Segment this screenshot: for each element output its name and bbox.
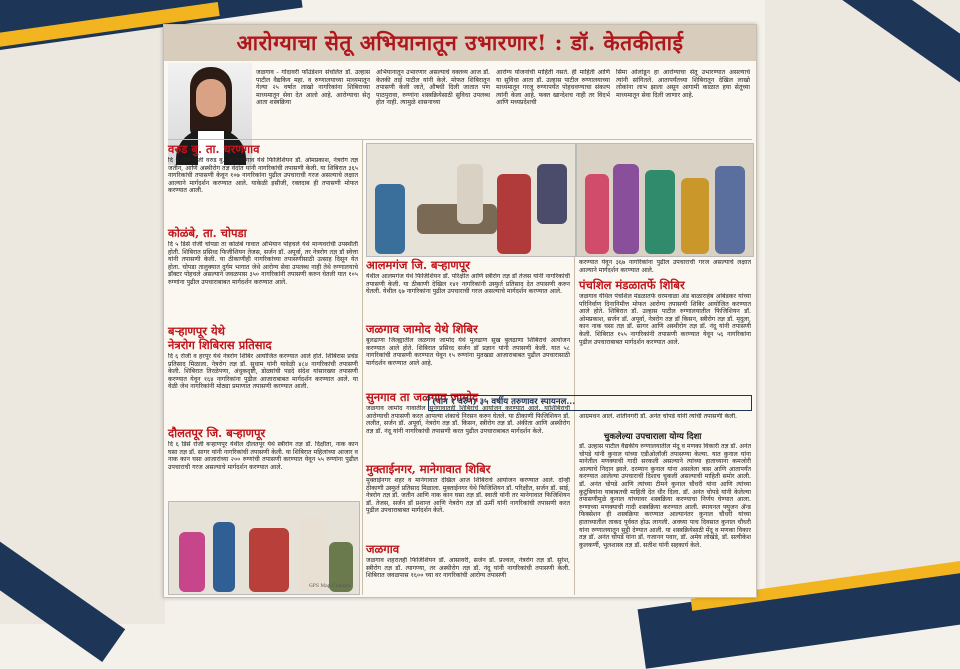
section-title-daulatpur: दौलतपूर जि. बऱ्हाणपूर — [168, 426, 266, 440]
section-title-varud: वरुड बु. ता. धरणगाव — [168, 142, 260, 156]
background-left — [0, 0, 165, 624]
continuation-subtitle: चुकलेल्या उपचाराला योग्य दिशा — [604, 432, 702, 442]
intro-column-2: अभियानातून उभारणार असल्याचे वक्तव्य आज डॉ. केतकी ताई पाटील यांनी केले. मोफत शिबिरातून तपासणी केली जाते, औषधी दिली जातात पण पाठपुरावा, रुग्णांना शस्त्रक्रियेसाठी सुविधा उपलब्ध होत नाही. त्यामुळे शासनाच्या — [376, 69, 490, 107]
camp-photo-3 — [168, 501, 360, 595]
section-title-bahanpur: बऱ्हाणपूर येथे — [168, 324, 226, 338]
section-body-muktainagar: मुक्ताईनगर शहर व मानेगावात देखिल आज शिबिराचे आयोजन करण्यात आले. दोन्ही ठीकाणी उस्फुर्त प्रतिसाद मिळाला. मुक्ताईनगर येथे फिजिशियन डॉ. परिक्षीत, सर्जन डॉ. साई, नेत्ररोग तज्ञ डॉ. जतीन आणि नाक कान घसा तज्ञ डॉ. स्वाती यांनी तर मानेगावात फिजिशियन डॉ. तेजस, सर्जन डॉ प्रशान्त आणि नेत्ररोग तज्ञ डॉ ऊर्मी यांनी नागरिकांची तपासणी करत पुढील उपचाराबाबत मार्गदर्शन केले. — [366, 477, 570, 515]
section-body-daulatpur: दि ६ डिसें रोजी बऱ्हाणपूर येथील दौलतपूर येथे स्त्रीरोग तज्ञ डॉ. दिक्षीता, नाक कान घसा तज्ञ डॉ. सागर यांनी नागरिकांची तपासणी केली. या शिबिरात महिलांच्या आजार व नाक कान घसा आजारांच्या २०० रुग्णांची तपासणी करण्यात येवून ५५ रुग्णांना पुढील उपचाराची गरज असल्याचे मार्गदर्शन करण्यात आले. — [168, 441, 358, 471]
section-title-sunagaon: सुनगाव ता जळगाव जामोद — [366, 390, 479, 404]
divider — [574, 257, 575, 595]
intro-column-3: आरोग्य योजनांची माहिती नसते. ही माहिती आणि या सुविधा आता डॉ. उल्हास पाटील रुग्णालयाच्या माध्यमातून गरजू रुग्णापर्यंत पोहचवण्याचा संकल्प त्यांनी केला आहे. फक्त खान्देशच नाही तर विदर्भ आणि मध्यप्रदेशची — [496, 69, 610, 107]
camera-tag: GPS Map Camera — [309, 584, 351, 589]
continuation-body: डॉ. उल्हास पाटील वैद्यकीय रुग्णालयातील मेंदू व मणका विकारी तज्ञ डॉ. अनंत चोपडे यांनी कुनाल यांच्या एडीओलॉजी तपासण्या केल्या. यात कुनाल यांना मानेतील मणक्याची गादी सरकली असल्याने त्यांच्या हाताच्याना कमजोरी आल्याचे निदान झाले. दरम्यान कुनाल यांना असलेला त्रास आणि आतापर्यंत करण्यात आलेल्या उपचाराची दिशाच चुकली असल्याची माहिती समोर आली. डॉ. अनंत चोपडे आणि त्यांच्या टीमने कुनाल चौधरी यांना आणि त्यांच्या कुटुंबियांना याबाबतची माहिती देत धीर दिला. डॉ. अनंत चोपडे यांनी केलेल्या तपासणीमुळे कुनाल यांच्यावर शस्त्रक्रिया करण्याचा निर्णय घेण्यात आला. रुग्णाच्या मणक्याची गादी शस्त्रक्रिया करण्यात आली. स्पायनल फ्युजन ॲन्ड फिक्सेशन ही शस्त्रक्रिया करण्यात आल्यानंतर कुनाल चौधरी यांच्या हाताच्यातील ताकद पुर्ववत होऊ लागली. अवघ्या पाच दिवसात कुनाल चौधरी यांना रुग्णालयातून सुट्टी देण्यात आली. या शस्त्रक्रियेसाठी मेंदू व मणका विकार तज्ञ डॉ. अनंत चोपडे यांना डॉ. गजानन पवार, डॉ. अमेय लोखंडे, डॉ. सत्यीकेश कुलकर्णी, भुलशास्त्र तज्ञ डॉ. सतीश यांनी सहकार्य केले. — [579, 443, 751, 549]
section-body-panchshil: जळगाव येथिल पंचशिल मंडळातर्फे धरमवाळा अंड बाळाराहेब आंबेडकर यांच्या परिनिर्वाण दिनानिमीत्त मोफत आरोग्य तपासणी शिबिर आयोजित करण्यात आले होते. शिबिरात डॉ. उल्हास पाटील रुग्णालयातील फिजिशियन डॉ. ओमप्रकाश, सर्जन डॉ. अपूर्वा, नेत्ररोग तज्ञ डॉ किसन, स्त्रीरोग तज्ञ डॉ. मृदुला, कान नाक घसा तज्ञ डॉ. सागर आणि अस्थीरोग तज्ञ डॉ. नंदू यांनी तपासणी केली. शिबिरात १५५ नागरिकांनी तपासणी करण्यात येवून ५६ नागरिकांना पुढील उपचाराबाबत मार्गदर्शन करण्यात आले. — [579, 293, 751, 346]
intro-column-4: सिमा ओलांडून हा आरोग्याचा सेतू उभारण्यात असल्याचे त्यांनी सांगितले. आतापर्यंतच्या शिबिरातून देखिल लाखो लोकांना लाभ झाला असून आगामी काळात हया सेतूच्या माध्यमातून सेवा दिली जाणार आहे. — [616, 69, 750, 99]
headline: आरोग्याचा सेतू अभियानातून उभारणार! : डॉ. केतकीताई — [164, 25, 756, 61]
section-title-kolambe: कोळंबे, ता. चोपडा — [168, 226, 247, 240]
newspaper-clipping — [163, 24, 757, 598]
section-title-jalgaon-jamod: जळगाव जामोद येथे शिबिर — [366, 322, 478, 336]
continuation-badge: (पान १ वरुन) ३५ वर्षीय तरुणावर स्पायनल... — [432, 397, 576, 407]
section-body-kolambe: दि ५ डिसें रोजी चोपडा ता कोळंबे गावात अभियान पोहचले येथे मान्यवरांची उपस्थीती होती. शिबिरात प्रसिध्द फिजीशियन तेजस, सर्जन डॉ. अपूर्वा, तर नेत्ररोग तज्ञ डॉ स्वेत्ता यांनी तपासणी केली. या ठीकाणीही नागरिकांच्या तपासणीसाठी उत्साह दिसून येत होता. चोपडा तालुक्यात दुर्गम भागात जेथे आरोग्य सेवा उपलब्ध नाही तेथे रुग्णालयाचे डॉक्टर पोहचले असल्याने जवळपास ३५० नागरिकांनी तपासणी करुन घेतली यात १०५ रुग्णांना पुढील उपचाराबाबत मार्गदर्शन करण्यात आले. — [168, 241, 358, 286]
section-body-jalgaon-jamod: बुलढाणा जिल्ह्यातील जळगाव जामोद येथे मुलढाण सुख बुलढाणा शिबिराचे आयोजन करण्यात आले होते. शिबिरात प्रसिध्द सर्जन डॉ प्रज्ञान यांनी तपासणी केली. यात ५८ नागरिकांची तपासणी करण्यात येवून १५ रुग्णांना मुतखडा आजाराबाबत पुढील उपचारासाठी मार्गदर्शन करण्यात आले आहे. — [366, 337, 570, 367]
continuation-lead: आग्रमधन आले. शांतीनगरी डॉ. अनंत चोपडे यांनी त्यांची तपासणी केली. — [579, 413, 738, 420]
camp-photo-1 — [366, 143, 576, 257]
section-subtitle-bahanpur: नेत्ररोग शिबिरास प्रतिसाद — [168, 338, 272, 352]
jalgaon-continuation: करण्यात येवून ३६७ नागरिकांना पुढील उपचाराची गरज असल्याचे लक्षात आल्याने मार्गदर्शन करण्यात आले. — [579, 259, 751, 274]
section-body-jalgaon: जळगाव शहरातही फिजिशियन डॉ. आसावरी, सर्जन डॉ. प्रज्वल, नेत्ररोग तज्ञ डॉ. सुरेश, स्त्रीरोग तज्ञ डॉ. त्यागण्या, तर अस्थीरोग तज्ञ डॉ. नंदू यांनी नागरिकांची तपासणी केली. शिबिरात जवळपास १६०० च्या वर नागरिकांची आरोग्य तपासणी — [366, 557, 570, 580]
background-right — [765, 0, 960, 624]
divider — [168, 139, 752, 140]
section-body-sunagaon: जळगाव जामोद गावातील सुनगावातही शिबिराचे आयोजन करण्यात आले. याशिबिराची आरोग्याची तपासणी करत आपल्या शंकाचे निरसन करुन घेतले. या ठीकाणी फिजिशियन डॉ. ललीत, सर्जन डॉ. अपूर्वा, नेत्ररोग तज्ञ डॉ. किसन, स्त्रीरोग तज्ञ डॉ. अंकीता आणि अस्थीरोग तज्ञ डॉ. नंदू यांनी नागरिकांची तपासणी करत पुढील उपचाराबाबत मार्गदर्शन केले. — [366, 405, 570, 435]
divider — [362, 139, 363, 595]
camp-photo-2 — [576, 143, 754, 257]
section-body-bahanpur: दि ६ रोजी व हरपूर येथे नेत्ररोग शिबिर आयोजित करण्यात आले होते. शिबिरास प्रचंड प्रतिसाद मिळाला. नेत्ररोग तज्ञ डॉ. सुधाम यांनी यावेळी ४८४ नागरिकांची तपासणी केली. शिबिरात तिरळेपणा, अंधुकदृष्टी, डोळ्यांची पडदे संदेश यांसारख्या तपासणी करण्यात येवून १६४ नागरिकांना पुढील आजाराबाबत मार्गदर्शन करण्यात आले. या वेळी जेथ नागरिकांनी मोठ्या प्रमाणात तपासणी करण्यात आली. — [168, 353, 358, 391]
section-body-alamganj: येथील आलमगंज येथे फिजिशियन डॉ. परिक्षीत आणि स्त्रीरोग तज्ञ डॉ तेजस यांनी नागरिकांची तपासणी केली. या ठीकाणी देखिल १४१ नागरिकांनी उस्फुर्त प्रतिसाद देत तपासणी करुन घेतली. येथील ६७ नागरिकांना पुढील उपचाराची गरज असल्याचे मार्गदर्शन करण्यात आले. — [366, 273, 570, 296]
section-title-panchshil: पंचशिल मंडळातर्फे शिबिर — [579, 278, 685, 292]
section-title-jalgaon: जळगाव — [366, 542, 400, 556]
section-title-muktainagar: मुक्ताईनगर, मानेगावात शिबिर — [366, 462, 491, 476]
section-title-alamganj: आलमगंज जि. बऱ्हाणपूर — [366, 258, 470, 272]
intro-column-1: जळगाव - गोदावरी फॉउंडेशन संचलित डॉ. उल्हास पाटील वैद्यकिय महा. व रुग्णालयाच्या माध्यमातून गेल्या २५ वर्षात लाखो नागरिकांना शिबिराच्या माध्यमातून सेवा देत आलो आहे. आरोग्याचा सेतू आता शस्त्रक्रिया — [256, 69, 370, 107]
section-body-varud: दि ५ डिसें रोजी वरुड बु. ता धरणगाव येथे फिजिशियन डॉ. ओमप्रकाश, नेत्ररोग तज्ञ जतीन, आणि अस्थीरोग तज्ञ वेदांत यांनी नागरिकांची तपासणी केली. या शिबिरात ३६५ नागरिकांची तपासणी केवून १०७ नागरिकांना पुढील उपचाराची गरज असल्याचे लक्षात आल्याने मार्गदर्शन करण्यात आले. याकेळी इसीजी, रक्तदाब ही तपासणी मोफत करण्यात आली. — [168, 157, 358, 195]
